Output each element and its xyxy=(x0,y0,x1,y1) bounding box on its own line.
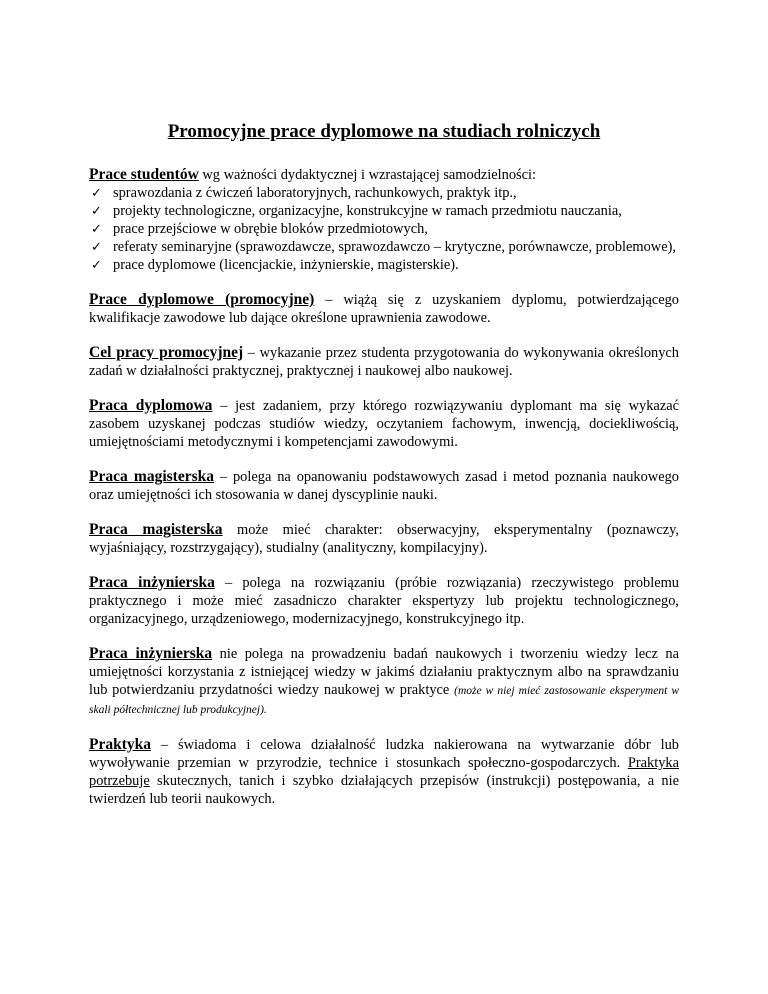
definition-text: – jest zadaniem, przy którego rozwiązywaniu dyplomant ma się wykazać zasobem uzyskanej podczas studiów wiedzy, oczytaniem fachowym, inwencją, dociekliwością, umiejętnościami metodycznymi i kompetencjami zawodowymi. xyxy=(89,398,679,450)
definition-text: – wykazanie przez studenta przygotowania do wykonywania określonych zadań w działalności praktycznej, praktycznej i naukowej albo naukowej. xyxy=(89,345,679,379)
list-item-text: prace dyplomowe (licencjackie, inżynierskie, magisterskie). xyxy=(113,257,459,273)
list-item-text: prace przejściowe w obrębie bloków przedmiotowych, xyxy=(113,221,428,237)
definition-note: (może w niej mieć zastosowanie eksperyment w skali półtechnicznej lub produkcyjnej). xyxy=(89,685,679,716)
underlined-phrase: Praktyka potrzebuje xyxy=(89,755,679,789)
list-item-text: referaty seminaryjne (sprawozdawcze, sprawozdawczo – krytyczne, porównawcze, problemowe), xyxy=(113,239,676,255)
definition-text: – wiążą się z uzyskaniem dyplomu, potwierdzającego kwalifikacje zawodowe lub dające określone uprawnienia zawodowe. xyxy=(89,292,679,326)
list-item xyxy=(89,256,679,274)
definition-text-continued: skutecznych, tanich i szybko działających przepisów (instrukcji) postępowania, a nie twierdzeń lub teorii naukowych. xyxy=(89,773,679,807)
definition-paragraph xyxy=(89,291,679,327)
intro-term: Prace studentów xyxy=(89,166,199,183)
checkmark-icon: ✓ xyxy=(91,257,102,272)
definition-term: Praca dyplomowa xyxy=(89,397,213,414)
student-works-list xyxy=(89,184,679,274)
intro-paragraph xyxy=(89,166,679,184)
definition-term: Prace dyplomowe (promocyjne) xyxy=(89,291,315,308)
definition-term: Cel pracy promocyjnej xyxy=(89,344,244,361)
definition-paragraph xyxy=(89,344,679,380)
definition-term: Praca magisterska xyxy=(89,468,214,485)
definition-text: nie polega na prowadzeniu badań naukowych i tworzeniu wiedzy lecz na umiejętności korzystania z istniejącej wiedzy w jakimś działaniu praktycznym albo na sprawdzaniu lub potwierdzaniu przydatności wiedzy naukowej w praktyce xyxy=(89,646,679,698)
checkmark-icon: ✓ xyxy=(91,239,102,254)
list-item-text: projekty technologiczne, organizacyjne, konstrukcyjne w ramach przedmiotu nauczania, xyxy=(113,203,622,219)
list-item xyxy=(89,202,679,220)
definition-paragraph xyxy=(89,645,679,719)
definition-text: – polega na rozwiązaniu (próbie rozwiązania) rzeczywistego problemu praktycznego i może mieć zasadniczo charakter ekspertyzy lub projektu technologicznego, organizacyjnego, urządzeniowego, modernizacyjnego, konstrukcyjnego itp. xyxy=(89,575,679,627)
definition-paragraph xyxy=(89,521,679,557)
definition-term: Praca magisterska xyxy=(89,521,223,538)
checkmark-icon: ✓ xyxy=(91,203,102,218)
definition-term: Praca inżynierska xyxy=(89,645,213,662)
list-item xyxy=(89,184,679,202)
definition-text: – polega na opanowaniu podstawowych zasad i metod poznania naukowego oraz umiejętności ich stosowania w danej dyscyplinie nauki. xyxy=(89,469,679,503)
list-item xyxy=(89,220,679,238)
definition-text: może mieć charakter: obserwacyjny, eksperymentalny (poznawczy, wyjaśniający, rozstrzygający), studialny (analityczny, kompilacyjny). xyxy=(89,522,679,556)
intro-text: wg ważności dydaktycznej i wzrastającej samodzielności: xyxy=(198,167,537,183)
definition-paragraph xyxy=(89,468,679,504)
document-title: Promocyjne prace dyplomowe na studiach rolniczych xyxy=(167,121,601,142)
list-item xyxy=(89,238,679,256)
definition-paragraph xyxy=(89,574,679,628)
definition-term: Praktyka xyxy=(89,736,151,753)
definition-paragraph xyxy=(89,397,679,451)
document-content xyxy=(89,120,679,825)
list-item-text: sprawozdania z ćwiczeń laboratoryjnych, rachunkowych, praktyk itp., xyxy=(113,185,517,201)
definition-text: – świadoma i celowa działalność ludzka nakierowana na wytwarzanie dóbr lub wywoływanie przemian w przyrodzie, technice i stosunkach społeczno-gospodarczych. xyxy=(89,737,679,771)
definition-paragraph xyxy=(89,736,679,808)
definition-term: Praca inżynierska xyxy=(89,574,215,591)
checkmark-icon: ✓ xyxy=(91,221,102,236)
checkmark-icon: ✓ xyxy=(91,185,102,200)
